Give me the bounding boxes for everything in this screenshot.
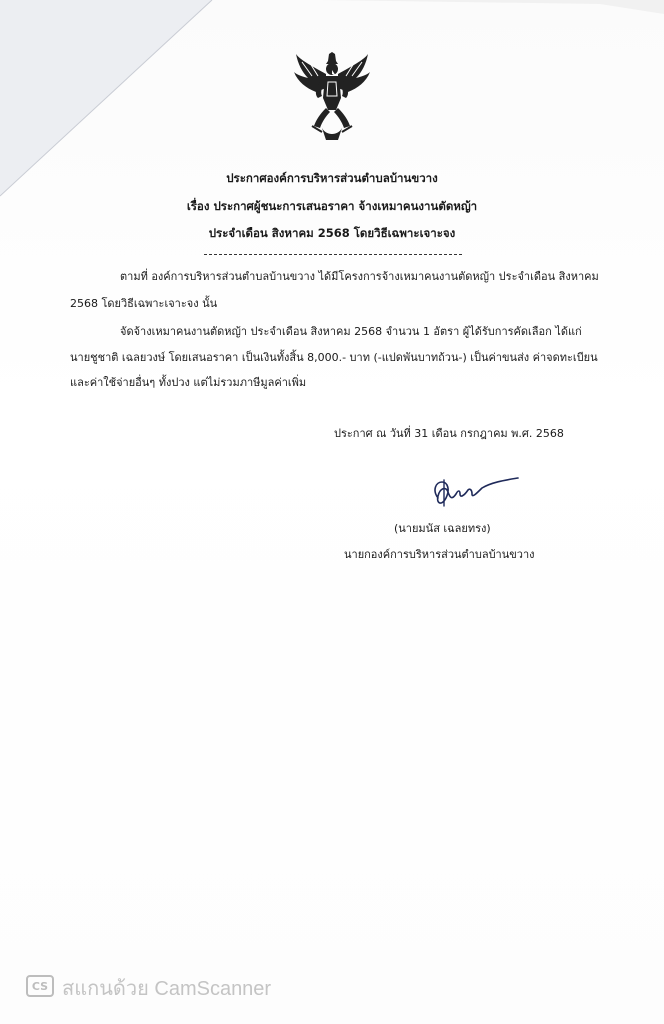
paragraph-2-line-1: จัดจ้างเหมาคนงานตัดหญ้า ประจำเดือน สิงหาคม 2568 จำนวน 1 อัตรา ผู้ได้รับการคัดเลือก ได้แก่ xyxy=(120,325,582,338)
announcement-title: ประกาศองค์การบริหารส่วนตำบลบ้านขวาง xyxy=(226,171,438,185)
announcement-subject: เรื่อง ประกาศผู้ชนะการเสนอราคา จ้างเหมาคนงานตัดหญ้า xyxy=(186,199,478,213)
dashed-divider xyxy=(204,254,462,255)
paragraph-1-line-2: 2568 โดยวิธีเฉพาะเจาะจง นั้น xyxy=(70,297,218,310)
handwritten-signature xyxy=(430,476,522,514)
garuda-emblem xyxy=(292,52,372,142)
camscanner-logo: CS xyxy=(26,975,54,997)
signatory-name: (นายมนัส เฉลยทรง) xyxy=(394,522,491,535)
paragraph-2-line-3: และค่าใช้จ่ายอื่นๆ ทั้งปวง แต่ไม่รวมภาษีมูลค่าเพิ่ม xyxy=(70,376,307,389)
signatory-position: นายกองค์การบริหารส่วนตำบลบ้านขวาง xyxy=(344,548,535,561)
announcement-period: ประจำเดือน สิงหาคม 2568 โดยวิธีเฉพาะเจาะจง xyxy=(208,226,456,240)
camscanner-watermark: สแกนด้วย CamScanner xyxy=(62,978,272,1000)
paragraph-1-line-1: ตามที่ องค์การบริหารส่วนตำบลบ้านขวาง ได้มีโครงการจ้างเหมาคนงานตัดหญ้า ประจำเดือน สิงหาคม xyxy=(120,270,599,283)
paragraph-2-line-2: นายชูชาติ เฉลยวงษ์ โดยเสนอราคา เป็นเงินทั้งสิ้น 8,000.- บาท (-แปดพันบาทถ้วน-) เป็นค่าขนส่ง ค่าจดทะเบียน xyxy=(70,351,598,364)
announcement-date: ประกาศ ณ วันที่ 31 เดือน กรกฎาคม พ.ศ. 2568 xyxy=(334,427,564,440)
